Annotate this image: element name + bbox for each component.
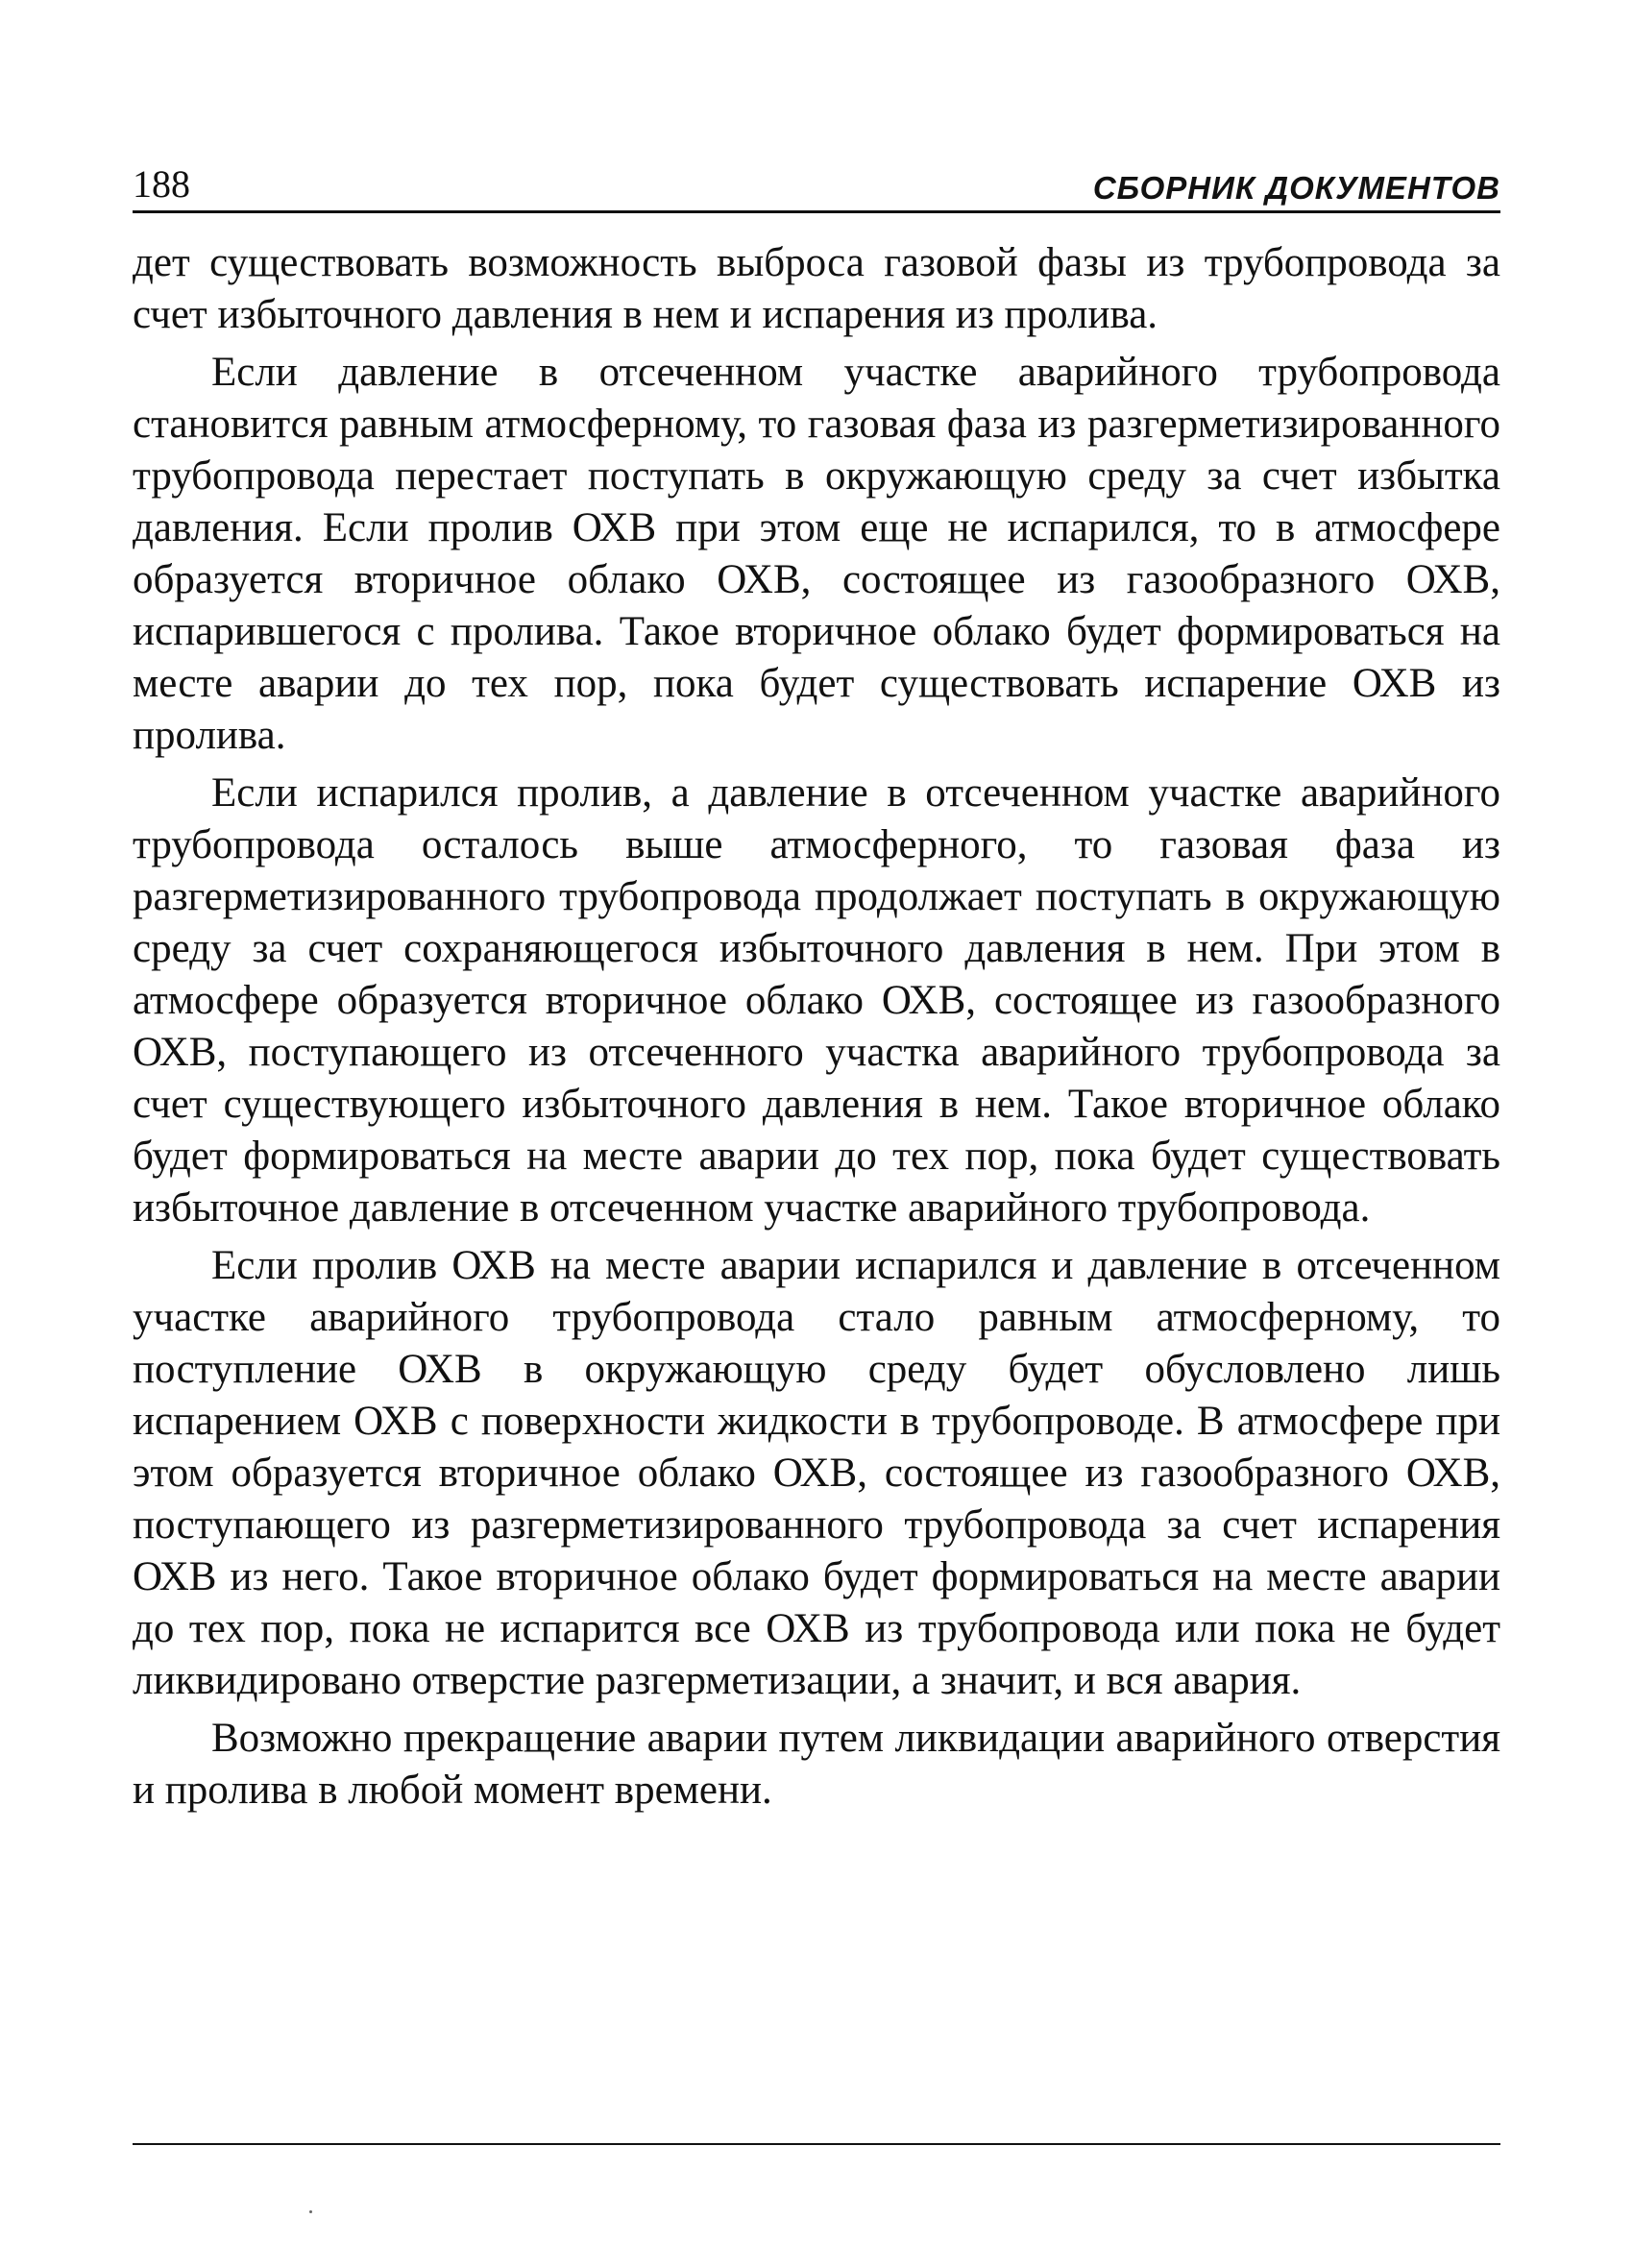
- page-number: 188: [133, 162, 190, 206]
- running-title: СБОРНИК ДОКУМЕНТОВ: [1092, 170, 1500, 206]
- paragraph-continuation: дет существовать возможность выброса газовой фазы из трубопровода за счет избыточного давления в нем и испарения из пролива.: [133, 240, 1500, 337]
- body-text: [133, 237, 1500, 1817]
- header-rule: [133, 210, 1500, 213]
- scan-speck: [309, 2210, 312, 2213]
- paragraph: Возможно прекращение аварии путем ликвидации аварийного отверстия и пролива в любой момент времени.: [133, 1716, 1500, 1813]
- paragraph: Если испарился пролив, а давление в отсеченном участке аварийного трубопровода осталось выше атмосферного, то газовая фаза из разгерметизированного трубопровода продолжает поступать в окружающую среду за счет сохраняющегося избыточного давления в нем. При этом в атмосфере образуется вторичное облако ОХВ, состоящее из газообразного ОХВ, поступающего из отсеченного участка аварийного трубопровода за счет существующего избыточного давления в нем. Такое вторичное облако будет формироваться на месте аварии до тех пор, пока будет существовать избыточное давление в отсеченном участке аварийного трубопровода.: [133, 770, 1500, 1231]
- paragraph: Если давление в отсеченном участке аварийного трубопровода становится равным атмосферному, то газовая фаза из разгерметизированного трубопровода перестает поступать в окружающую среду за счет избытка давления. Если пролив ОХВ при этом еще не испарился, то в атмосфере образуется вторичное облако ОХВ, состоящее из газообразного ОХВ, испарившегося с пролива. Такое вторичное облако будет формироваться на месте аварии до тех пор, пока будет существовать испарение ОХВ из пролива.: [133, 350, 1500, 758]
- paragraph: Если пролив ОХВ на месте аварии испарился и давление в отсеченном участке аварийного трубопровода стало равным атмосферному, то поступление ОХВ в окружающую среду будет обусловлено лишь испарением ОХВ с поверхности жидкости в трубопроводе. В атмосфере при этом образуется вторичное облако ОХВ, состоящее из газообразного ОХВ, поступающего из разгерметизированного трубопровода за счет испарения ОХВ из него. Такое вторичное облако будет формироваться на месте аварии до тех пор, пока не испарится все ОХВ из трубопровода или пока не будет ликвидировано отверстие разгерметизации, а значит, и вся авария.: [133, 1243, 1500, 1703]
- footer-rule: [133, 2143, 1500, 2145]
- page-header: [133, 154, 1500, 211]
